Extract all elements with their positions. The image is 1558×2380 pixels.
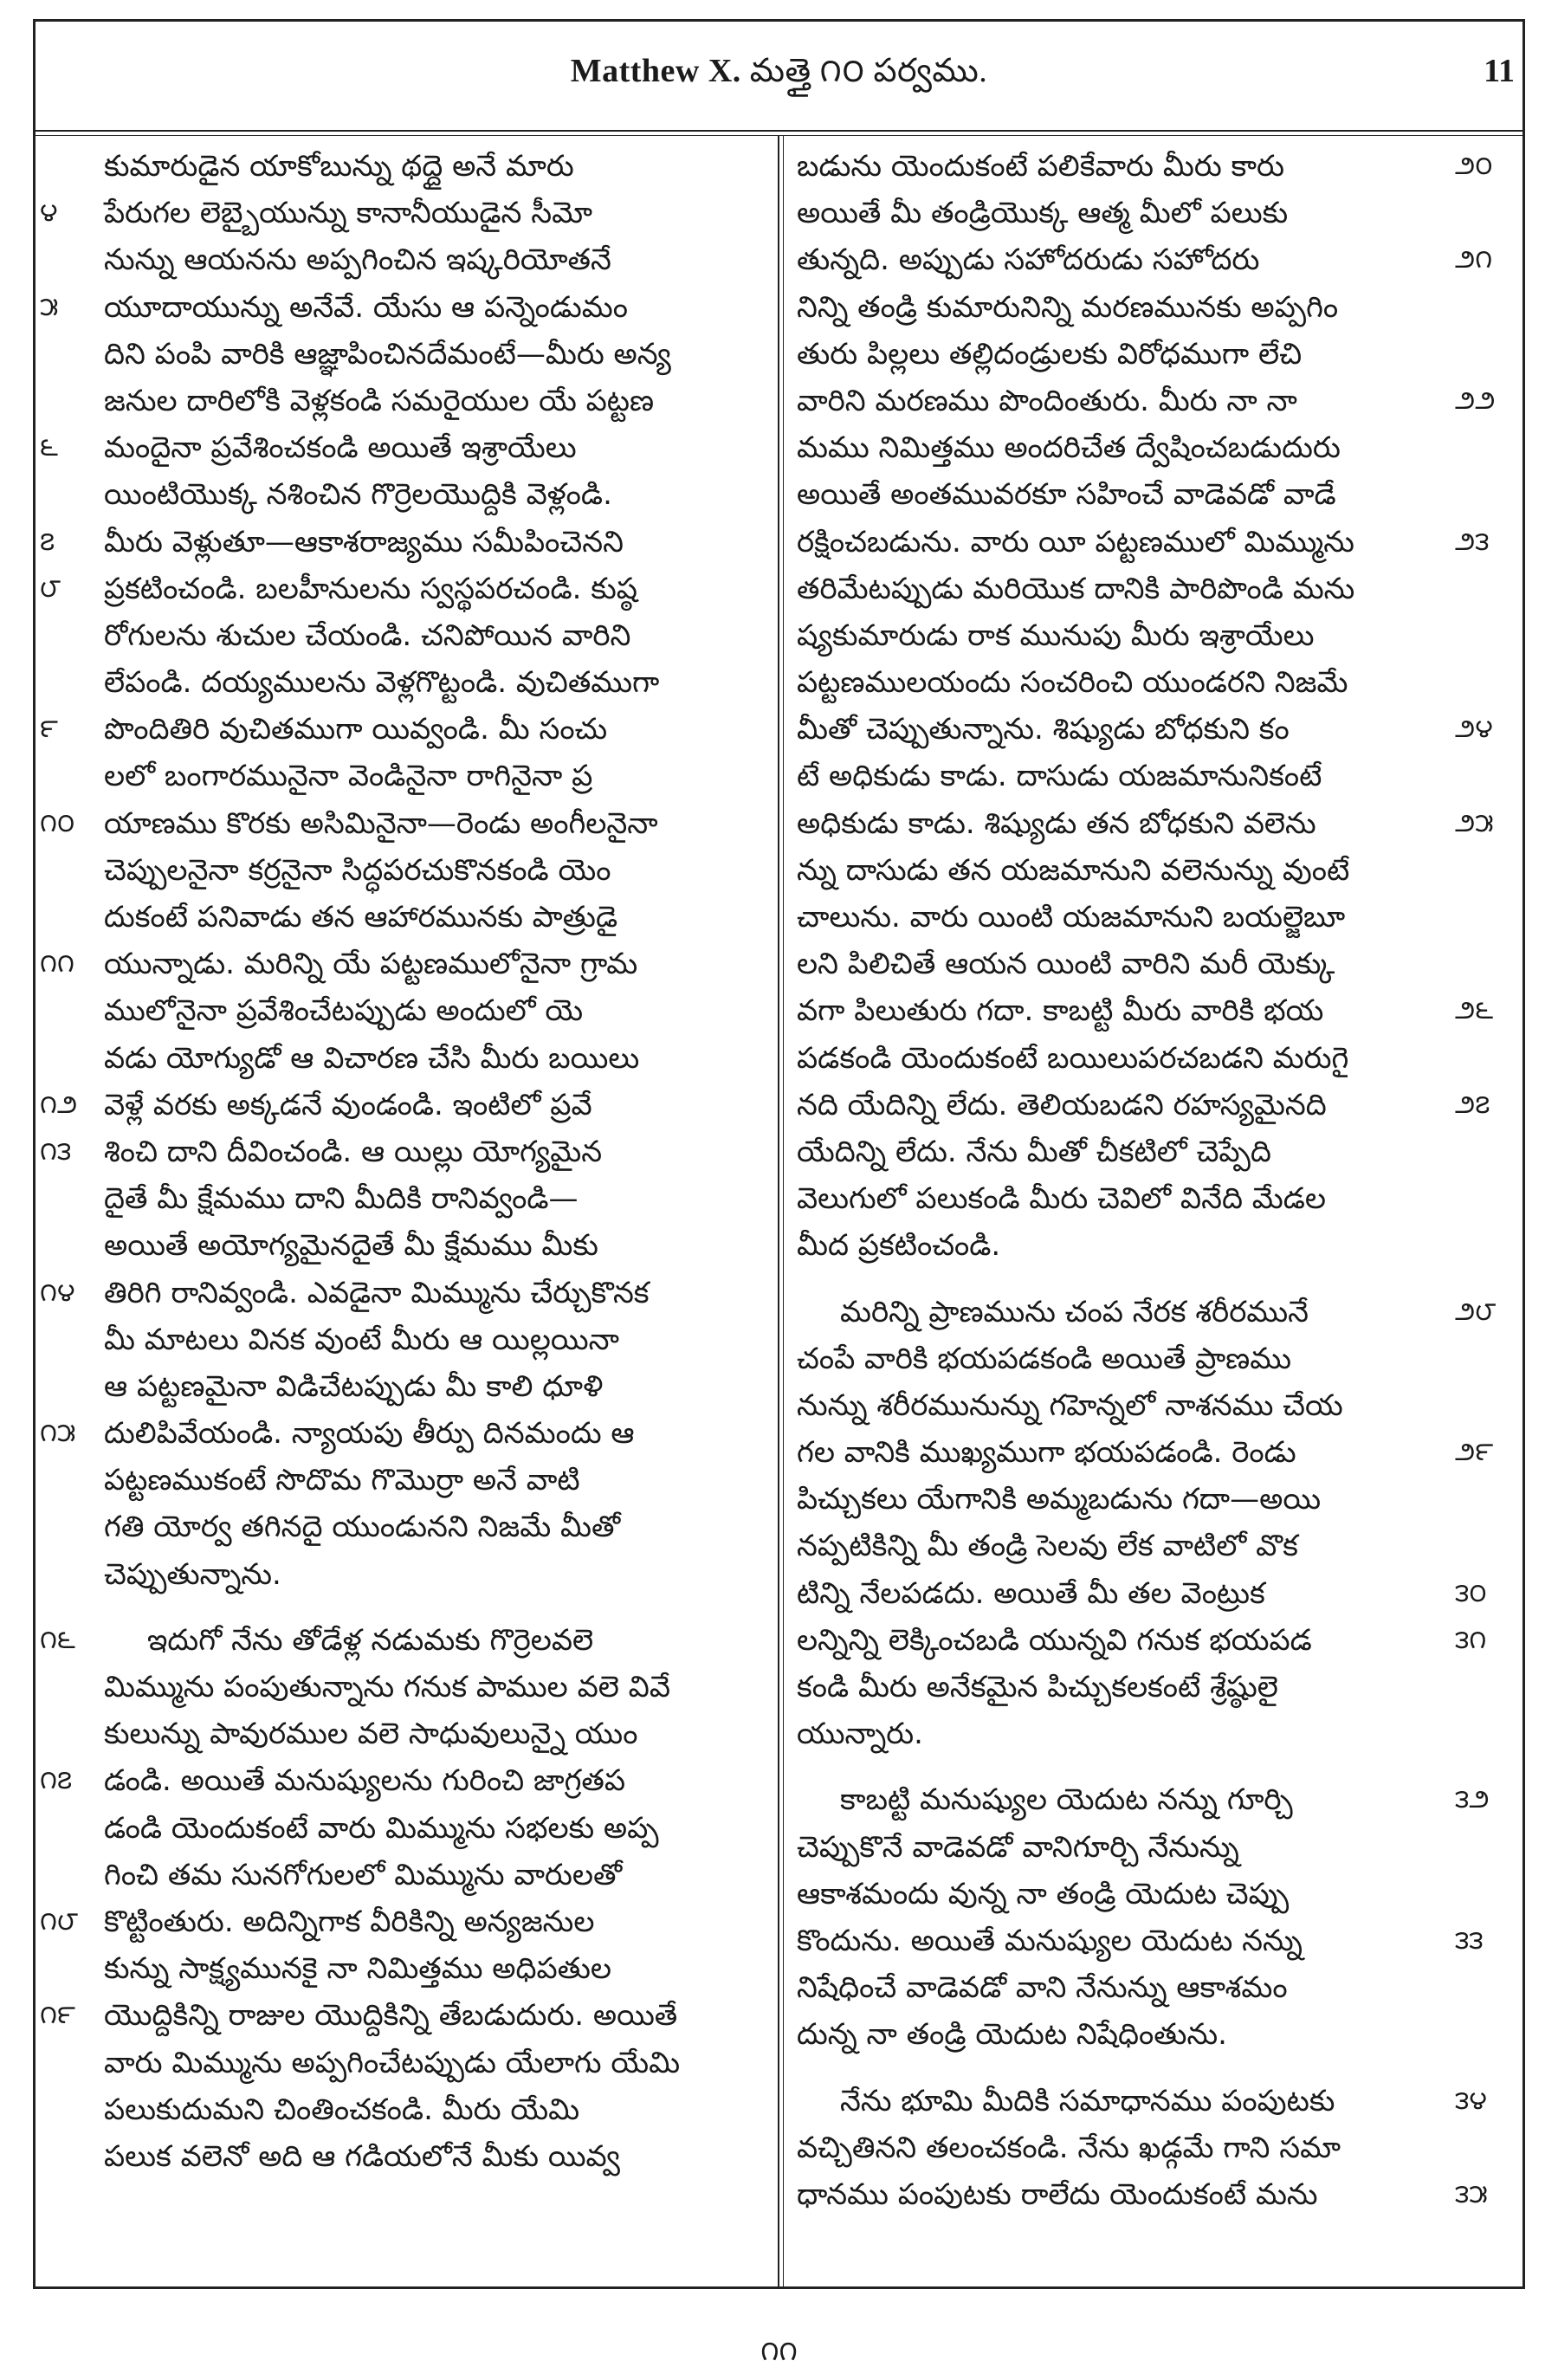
line-text: తరిమేటప్పుడు మరియొక దానికి పారిపొండి మను [797, 571, 1355, 606]
text-line [788, 566, 1524, 612]
text-line [35, 1805, 779, 1852]
verse-number: ౧౩ [40, 1135, 72, 1167]
line-text: తురు పిల్లలు తల్లిదండ్రులకు విరోధముగా లేచి [797, 336, 1303, 372]
line-text: కొట్టింతురు. అదిన్నిగాక వీరికిన్ని అన్యజనుల [104, 1904, 595, 1939]
text-line [788, 2171, 1524, 2218]
text-line [788, 706, 1524, 753]
line-text: పట్టణముకంటే సొదొమ గొమొర్రా అనే వాటి [104, 1463, 580, 1498]
text-line [35, 284, 779, 331]
line-text: నిన్ని తండ్రి కుమారునిన్ని మరణమునకు అప్పగిం [797, 289, 1339, 325]
line-text: కండి మీరు అనేకమైన పిచ్చుకలకంటే శ్రేష్ఠులై [797, 1670, 1278, 1704]
text-line [788, 1570, 1524, 1617]
text-line [788, 1776, 1524, 1823]
text-line [35, 1757, 779, 1804]
text-line [35, 1945, 779, 1992]
verse-number: ౨౯ [1455, 1437, 1494, 1468]
line-text: ఆకాశమందు వున్న నా తండ్రి యెదుట చెప్పు [797, 1876, 1290, 1911]
paragraph-gap [788, 1757, 1524, 1776]
verse-number: ౨౧ [1455, 244, 1493, 275]
text-line [788, 1523, 1524, 1569]
header-title-telugu: మత్తై ౧౦ పర్వము. [749, 53, 988, 89]
text-line [788, 1336, 1524, 1382]
verse-number: ౧౮ [40, 1905, 79, 1937]
line-text: మిమ్మును పంపుతున్నాను గనుక పాముల వలె వివే [104, 1670, 671, 1704]
line-text: పలుక వలెనో అది ఆ గడియలోనే మీకు యివ్వ [104, 2138, 620, 2174]
line-text: వచ్చితినని తలంచకండి. నేను ఖడ్గమే గాని సమా [797, 2130, 1341, 2165]
text-line [35, 2133, 779, 2180]
text-line [35, 1457, 779, 1504]
line-text: ష్యకుమారుడు రాక మునుపు మీరు ఇశ్రాయేలు [797, 618, 1315, 653]
text-line [788, 471, 1524, 518]
line-text: కున్ను సాక్ష్యమునకై నా నిమిత్తము అధిపతుల [104, 1951, 612, 1987]
verse-number: ౨౪ [1455, 714, 1493, 745]
line-text: రోగులను శుచుల చేయండి. చనిపోయిన వారిని [104, 618, 631, 653]
line-text: వగా పిలుతురు గదా. కాబట్టి మీరు వారికి భయ [797, 993, 1324, 1029]
line-text: అయితే అయోగ్యమైనదైతే మీ క్షేమము మీకు [104, 1228, 598, 1264]
line-text: గతి యోర్వ తగినదై యుండునని నిజమే మీతో [104, 1510, 621, 1545]
line-text: నిషేధించే వాడెవడో వాని నేనున్ను ఆకాశమం [797, 1970, 1288, 2006]
text-line [788, 894, 1524, 941]
text-line [788, 190, 1524, 236]
text-line [35, 566, 779, 612]
verse-number: ౨౬ [1455, 995, 1494, 1026]
line-text: దైతే మీ క్షేమము దాని మీదికి రానివ్వండి— [104, 1181, 579, 1217]
text-line [788, 1129, 1524, 1175]
verse-number: ౩౦ [1455, 1577, 1487, 1608]
text-line [788, 941, 1524, 987]
text-line [35, 1316, 779, 1363]
line-text: నేను భూమి మీదికి సమాధానము పంపుటకు [840, 2083, 1335, 2118]
line-text: దున్న నా తండ్రి యెదుట నిషేధింతును. [797, 2017, 1227, 2053]
line-text: పిచ్చుకలు యేగానికి అమ్మబడును గదా—అయి [797, 1482, 1322, 1517]
text-line [35, 378, 779, 424]
text-line [788, 847, 1524, 894]
text-line [35, 519, 779, 566]
text-line [788, 1082, 1524, 1129]
text-line [35, 1664, 779, 1711]
paragraph-gap [788, 1270, 1524, 1289]
text-line [788, 612, 1524, 659]
line-text: డండి. అయితే మనుష్యులను గురించి జాగ్రతప [104, 1763, 626, 1799]
text-line [35, 1410, 779, 1457]
text-line [788, 143, 1524, 190]
text-line [788, 1476, 1524, 1523]
top-rule [33, 19, 1525, 22]
line-text: దుకంటే పనివాడు తన ఆహారమునకు పాత్రుడై [104, 900, 618, 935]
line-text: యింటియొక్క నశించిన గొర్రెలయొద్దికి వెళ్లండి. [104, 477, 612, 513]
verse-number: ౨౫ [1455, 807, 1494, 838]
text-line [788, 331, 1524, 378]
line-text: చెప్పులనైనా కర్రనైనా సిద్ధపరచుకొనకండి యెం [104, 852, 611, 888]
line-text: లలో బంగారమునైనా వెండినైనా రాగినైనా ప్ర [104, 759, 593, 794]
line-text: అయితే అంతమువరకూ సహించే వాడెవడో వాడే [797, 477, 1336, 513]
right-text-column [788, 143, 1524, 2218]
column-divider-2 [783, 135, 784, 2288]
verse-number: ౫ [40, 291, 59, 322]
line-text: యొద్దికిన్ని రాజుల యొద్దికిన్ని తేబడుదురు. అయితే [104, 1998, 678, 2034]
text-line [788, 1289, 1524, 1336]
line-text: మము నిమిత్తము అందరిచేత ద్వేషించబడుదురు [797, 430, 1341, 466]
text-line [35, 471, 779, 518]
text-line [788, 1824, 1524, 1871]
line-text: డండి యెందుకంటే వారు మిమ్మును సభలకు అప్ప [104, 1810, 659, 1846]
text-line [35, 1992, 779, 2039]
line-text: పలుకుదుమని చింతించకండి. మీరు యేమి [104, 2092, 580, 2127]
line-text: న్ను దాసుడు తన యజమానుని వలెనున్ను వుంటే [797, 852, 1350, 888]
verse-number: ౧౯ [40, 2000, 75, 2031]
verse-number: ౧౫ [40, 1418, 76, 1449]
line-text: వారు మిమ్మును అప్పగించేటప్పుడు యేలాగు యేమి [104, 2045, 681, 2080]
text-line [35, 1617, 779, 1664]
line-text: లని పిలిచితే ఆయన యింటి వారిని మరీ యెక్కు [797, 947, 1335, 982]
text-line [788, 1222, 1524, 1269]
text-line [35, 1711, 779, 1757]
text-line [35, 800, 779, 847]
text-line [788, 2011, 1524, 2058]
text-line [788, 1175, 1524, 1222]
line-text: నది యేదిన్ని లేదు. తెలియబడని రహస్యమైనది [797, 1087, 1327, 1122]
text-line [788, 424, 1524, 471]
paragraph-gap [35, 1598, 779, 1617]
verse-number: ౨౭ [1455, 1089, 1490, 1120]
verse-number: ౯ [40, 714, 58, 745]
text-line [788, 800, 1524, 847]
line-text: ఇదుగో నేను తోడేళ్ల నడుమకు గొర్రెలవలె [147, 1622, 594, 1658]
verse-number: ౩౪ [1455, 2085, 1487, 2116]
text-line [35, 1270, 779, 1316]
verse-number: ౪ [40, 197, 58, 229]
text-line [788, 1382, 1524, 1429]
line-text: తున్నది. అప్పుడు సహోదరుడు సహోదరు [797, 243, 1260, 278]
line-text: శించి దాని దీవించండి. ఆ యిల్లు యోగ్యమైన [104, 1134, 603, 1169]
text-line [35, 1082, 779, 1129]
text-line [35, 659, 779, 706]
line-text: యూదాయున్ను అనేవే. యేసు ఆ పన్నెండుమం [104, 289, 629, 325]
verse-number: ౭ [40, 526, 55, 557]
verse-number: ౩౨ [1455, 1784, 1490, 1815]
text-line [35, 987, 779, 1034]
line-text: టే అధికుడు కాడు. దాసుడు యజమానునికంటే [797, 759, 1322, 794]
line-text: పడకండి యెందుకంటే బయిలుపరచబడని మరుగై [797, 1040, 1349, 1076]
verse-number: ౧౧ [40, 948, 74, 980]
line-text: జనుల దారిలోకి వెళ్లకండి సమరైయుల యే పట్టణ [104, 383, 655, 418]
line-text: రక్షించబడును. వారు యీ పట్టణములో మిమ్మును [797, 524, 1354, 559]
line-text: మీరు వెళ్లుతూ—ఆకాశరాజ్యము సమీపించెనని [104, 524, 624, 559]
text-line [35, 1129, 779, 1175]
left-text-column [35, 143, 779, 2180]
line-text: గల వానికి ముఖ్యముగా భయపడండి. రెండు [797, 1435, 1296, 1471]
text-line [35, 1852, 779, 1898]
text-line [35, 190, 779, 236]
text-line [35, 331, 779, 378]
line-text: మీతో చెప్పుతున్నాను. శిష్యుడు బోధకుని కం [797, 712, 1290, 747]
line-text: పేరుగల లెబ్బైయున్ను కానానీయుడైన సీమో [104, 196, 592, 231]
text-line [788, 236, 1524, 283]
line-text: వారిని మరణము పొందింతురు. మీరు నా నా [797, 383, 1297, 418]
line-text: టిన్ని నేలపడదు. అయితే మీ తల వెంట్రుక [797, 1575, 1265, 1611]
line-text: వెళ్లే వరకు అక్కడనే వుండండి. ఇంటిలో ప్రవే [104, 1087, 592, 1122]
text-line [788, 1664, 1524, 1711]
line-text: కులున్ను పావురముల వలె సాధువులున్నై యుం [104, 1717, 638, 1752]
line-text: యాణము కొరకు అసిమినైనా—రెండు అంగీలనైనా [104, 805, 658, 841]
text-line [788, 378, 1524, 424]
text-line [788, 1918, 1524, 1964]
line-text: ములోనైనా ప్రవేశించేటప్పుడు అందులో యె [104, 993, 584, 1029]
verse-number: ౩౩ [1455, 1924, 1484, 1956]
text-line [35, 847, 779, 894]
verse-number: ౧౦ [40, 807, 75, 838]
line-text: మీద ప్రకటించండి. [797, 1228, 1001, 1264]
line-text: యున్నారు. [797, 1717, 923, 1752]
verse-number: ౮ [40, 572, 61, 604]
line-text: ధానము పంపుటకు రాలేదు యెందుకంటే మను [797, 2176, 1318, 2212]
text-line [35, 706, 779, 753]
text-line [35, 1035, 779, 1082]
text-line [788, 2078, 1524, 2125]
verse-number: ౬ [40, 432, 58, 463]
line-text: కాబట్టి మనుష్యుల యెదుట నన్ను గూర్చి [840, 1782, 1293, 1818]
line-text: మీ మాటలు వినక వుంటే మీరు ఆ యిల్లయినా [104, 1322, 619, 1357]
text-line [788, 284, 1524, 331]
line-text: అయితే మీ తండ్రియొక్క ఆత్మ మీలో పలుకు [797, 196, 1289, 231]
text-line [788, 519, 1524, 566]
running-header [0, 52, 1558, 98]
line-text: దిని పంపి వారికి ఆజ్ఞాపించినదేమంటే—మీరు అన్య [104, 336, 671, 372]
verse-number: ౧౪ [40, 1277, 75, 1308]
header-title-english: Matthew X. [570, 53, 741, 89]
line-text: మందైనా ప్రవేశించకండి అయితే ఇశ్రాయేలు [104, 430, 577, 466]
text-line [35, 143, 779, 190]
verse-number: ౨౮ [1455, 1296, 1497, 1327]
line-text: చంపే వారికి భయపడకండి అయితే ప్రాణము [797, 1341, 1291, 1376]
line-text: నున్ను ఆయనను అప్పగించిన ఇష్కరియోతనే [104, 243, 611, 278]
text-line [788, 1429, 1524, 1476]
line-text: ప్రకటించండి. బలహీనులను స్వస్థపరచండి. కుష్ఠ [104, 571, 637, 606]
line-text: నున్ను శరీరమునున్ను గహెన్నలో నాశనము చేయ [797, 1387, 1343, 1423]
line-text: మరిన్ని ప్రాణమును చంప నేరక శరీరమునే [840, 1294, 1309, 1329]
line-text: బడును యెందుకంటే పలికేవారు మీరు కారు [797, 149, 1284, 184]
text-line [35, 2086, 779, 2133]
bottom-rule [33, 2286, 1525, 2289]
text-line [35, 1175, 779, 1222]
line-text: అధికుడు కాడు. శిష్యుడు తన బోధకుని వలెను [797, 805, 1316, 841]
text-line [35, 1898, 779, 1945]
line-text: చెప్పుకొనే వాడెవడో వానిగూర్చి నేనున్ను [797, 1829, 1239, 1865]
verse-number: ౩౧ [1455, 1624, 1487, 1655]
line-text: పొందితిరి వుచితముగా యివ్వండి. మీ సంచు [104, 712, 608, 747]
text-line [788, 987, 1524, 1034]
text-line [788, 1871, 1524, 1918]
line-text: చాలును. వారు యింటి యజమానుని బయల్జెబూ [797, 900, 1346, 935]
page-number: 11 [1484, 53, 1515, 89]
text-line [35, 1504, 779, 1550]
line-text: దులిపివేయండి. న్యాయపు తీర్పు దినమందు ఆ [104, 1416, 635, 1452]
line-text: లన్నిన్ని లెక్కించబడి యున్నవి గనుక భయపడ [797, 1622, 1312, 1658]
text-line [35, 612, 779, 659]
text-line [35, 1363, 779, 1410]
line-text: యేదిన్ని లేదు. నేను మీతో చీకటిలో చెప్పేది [797, 1134, 1271, 1169]
verse-number: ౧౬ [40, 1624, 75, 1655]
line-text: వెలుగులో పలుకండి మీరు చెవిలో వినేది మేడల [797, 1181, 1327, 1217]
line-text: వడు యోగ్యుడో ఆ విచారణ చేసి మీరు బయిలు [104, 1040, 640, 1076]
verse-number: ౨౨ [1455, 385, 1496, 416]
text-line [788, 1617, 1524, 1664]
line-text: ఆ పట్టణమైనా విడిచేటప్పుడు మీ కాలి ధూళి [104, 1368, 604, 1404]
verse-number: ౧౭ [40, 1765, 73, 1796]
line-text: కుమారుడైన యాకోబున్ను థద్దై అనే మారు [104, 149, 574, 184]
text-line [788, 753, 1524, 799]
text-line [788, 1035, 1524, 1082]
line-text: లేపండి. దయ్యములను వెళ్లగొట్టండి. వుచితముగా [104, 665, 660, 701]
verse-number: ౧౨ [40, 1089, 78, 1120]
text-line [35, 753, 779, 799]
text-line [35, 236, 779, 283]
text-line [35, 2040, 779, 2086]
text-line [788, 659, 1524, 706]
text-line [788, 1711, 1524, 1757]
line-text: గించి తమ సునగోగులలో మిమ్మును వారులతో [104, 1857, 623, 1892]
text-line [35, 1222, 779, 1269]
signature-mark: ౧౧ [760, 2334, 798, 2367]
line-text: తిరిగి రానివ్వండి. ఎవడైనా మిమ్మును చేర్చుకొనక [104, 1275, 650, 1310]
text-line [788, 2125, 1524, 2171]
line-text: చెప్పుతున్నాను. [104, 1556, 281, 1592]
header-rule [33, 130, 1525, 132]
text-line [35, 894, 779, 941]
text-line [35, 1551, 779, 1598]
verse-number: ౨౩ [1455, 526, 1490, 557]
paragraph-gap [788, 2059, 1524, 2078]
verse-number: ౨౦ [1455, 151, 1493, 181]
line-text: యున్నాడు. మరిన్ని యే పట్టణములోనైనా గ్రామ [104, 947, 638, 982]
verse-number: ౩౫ [1455, 2178, 1488, 2209]
line-text: పట్టణములయందు సంచరించి యుండరని నిజమే [797, 665, 1348, 701]
line-text: కొందును. అయితే మనుష్యుల యెదుట నన్ను [797, 1923, 1303, 1958]
text-line [788, 1964, 1524, 2011]
text-line [35, 941, 779, 987]
line-text: నప్పటికిన్ని మీ తండ్రి సెలవు లేక వాటిలో వొక [797, 1529, 1298, 1564]
text-line [35, 424, 779, 471]
